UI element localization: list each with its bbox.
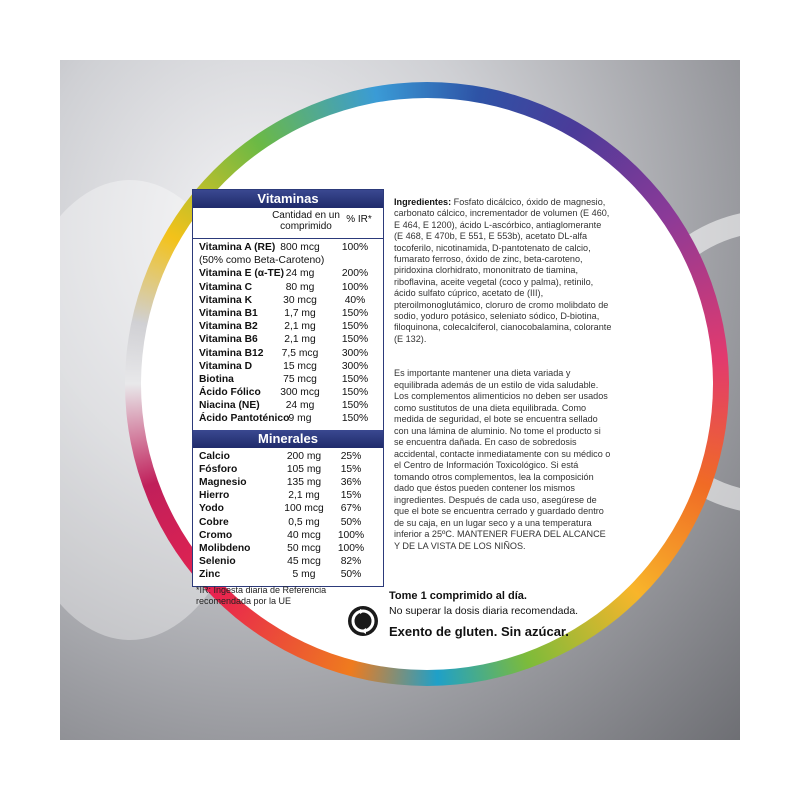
vitamins-ir: 300% (341, 347, 369, 359)
vitamins-ir: 200% (341, 268, 369, 280)
vitamins-row (193, 254, 383, 267)
minerals-row (193, 463, 383, 476)
ingredients-label: Ingredientes: (394, 197, 452, 207)
gluten-free-statement: Exento de gluten. Sin azúcar. (389, 624, 569, 639)
vitamins-amount: 300 mcg (280, 387, 320, 399)
minerals-row (193, 555, 383, 568)
vitamins-name: Biotina (199, 373, 234, 385)
vitamins-ir: 150% (341, 307, 369, 319)
minerals-amount: 100 mcg (284, 503, 324, 515)
minerals-row (193, 542, 383, 555)
minerals-ir: 82% (340, 556, 362, 568)
vitamins-amount: 30 mcg (283, 294, 317, 306)
minerals-ir: 50% (340, 516, 362, 528)
vitamins-row (193, 281, 383, 294)
minerals-row (193, 489, 383, 502)
minerals-amount: 135 mg (286, 477, 322, 488)
minerals-name: Cromo (199, 529, 233, 541)
vitamins-amount: 7,5 mcg (281, 347, 319, 359)
vitamins-header: Vitaminas (193, 190, 383, 208)
vitamins-name: (50% como Beta-Caroteno) (199, 255, 325, 267)
vitamins-row (193, 320, 383, 333)
minerals-ir: 25% (340, 450, 362, 462)
vitamins-name: Ácido Fólico (199, 387, 261, 399)
column-headers (193, 208, 383, 239)
amount-column-header: Cantidad en un comprimido (272, 210, 340, 232)
minerals-name: Cobre (199, 516, 229, 528)
vitamins-name: Niacina (NE) (199, 400, 260, 412)
vitamins-ir: 150% (341, 400, 369, 412)
vitamins-row (193, 267, 383, 280)
minerals-name: Molibdeno (199, 542, 251, 554)
ir-footnote: *IR: Ingesta diaria de Referencia recomendada por la UE (196, 585, 327, 606)
vitamins-name: Vitamina D (199, 360, 253, 372)
ingredients-list: Fosfato dicálcico, óxido de magnesio, carbonato cálcico, incrementador de volumen (E 460, E 464, E 1200), ácido L-ascórbico, antiaglomerante (E 468, E 470b, E 551, E 553b), acetato DL-alfa tocoferilo, nicotinamida, D-pantotenato de calcio, fumarato ferroso, óxido de zinc, beta-caroteno, piridoxina clorhidrato, mononitrato de tiamina, riboflavina, aceite vegetal (coco y palma), retinilo, ácido sulfato cúprico, acetato de (III), pteroilmonoglutámico, cloruro de cromo molibdato de sodio, yoduro potásico, seleniato sódico, D-biotina, filoquinona, colecalciferol, cianocobalamina, colorante (E 132). (394, 197, 612, 344)
vitamins-ir: 100% (341, 242, 369, 253)
vitamins-amount: 800 mcg (280, 242, 320, 253)
vitamins-name: Vitamina B1 (199, 307, 258, 319)
minerals-name: Calcio (199, 450, 230, 462)
minerals-row (193, 516, 383, 529)
vitamins-name: Vitamina B6 (199, 334, 258, 346)
minerals-ir: 36% (340, 477, 362, 488)
nutrition-table (192, 189, 384, 587)
minerals-ir: 100% (337, 542, 365, 554)
vitamins-row (193, 241, 383, 254)
minerals-rows (193, 448, 383, 586)
vitamins-row (193, 412, 383, 425)
vitamins-row (193, 333, 383, 346)
green-dot-recycling-icon (348, 606, 378, 636)
vitamins-ir: 150% (341, 321, 369, 333)
vitamins-rows (193, 239, 383, 430)
vitamins-name: Vitamina K (199, 294, 253, 306)
minerals-ir: 100% (337, 529, 365, 541)
dose-instruction: Tome 1 comprimido al día. (389, 590, 527, 602)
ingredients-text (394, 197, 612, 345)
vitamins-ir: 150% (341, 334, 369, 346)
ir-column-header: % IR* (346, 214, 372, 225)
minerals-row (193, 450, 383, 463)
minerals-header: Minerales (193, 430, 383, 448)
vitamins-row (193, 360, 383, 373)
dose-warning: No superar la dosis diaria recomendada. (389, 605, 579, 617)
minerals-amount: 5 mg (292, 569, 316, 581)
vitamins-amount: 1,7 mg (284, 307, 316, 319)
vitamins-row (193, 399, 383, 412)
vitamins-amount: 2,1 mg (284, 321, 316, 333)
vitamins-amount: 2,1 mg (284, 334, 316, 346)
minerals-name: Selenio (199, 556, 236, 568)
minerals-amount: 0,5 mg (288, 516, 320, 528)
advice-text: Es importante mantener una dieta variada y equilibrada además de un estilo de vida saludable. Los complementos alimenticios no deben ser usados como sustitutos de una dieta equilibrada. Como medida de seguridad, el bote se encuentra sellado con una lámina de aluminio. No tome el producto si se encuentra dañada. En caso de sobredosis accidental, contacte inmediatamente con su médico o el Centro de Información Toxicológico. Si está tomando otros complementos, lea la composición dado que éstos pueden contener los mismos ingredientes. Después de cada uso, asegúrese de que el bote se encuentra cerrado y guardado dentro de su caja, en un lugar seco y a una temperatura inferior a 25ºC. MANTENER FUERA DEL ALCANCE Y DE LA VISTA DE LOS NIÑOS. (394, 368, 611, 551)
minerals-ir: 67% (340, 503, 362, 515)
minerals-name: Yodo (199, 503, 224, 515)
vitamins-amount: 24 mg (285, 268, 315, 280)
vitamins-row (193, 386, 383, 399)
vitamins-ir: 150% (341, 373, 369, 385)
vitamins-ir: 150% (341, 413, 369, 425)
minerals-ir: 50% (340, 569, 362, 581)
vitamins-name: Vitamina B12 (199, 347, 264, 359)
vitamins-name: Vitamina B2 (199, 321, 258, 333)
vitamins-name: Vitamina E (α-TE) (199, 268, 285, 280)
vitamins-ir: 150% (341, 387, 369, 399)
minerals-ir: 15% (340, 490, 362, 502)
minerals-name: Hierro (199, 490, 230, 502)
minerals-amount: 40 mcg (287, 529, 321, 541)
vitamins-amount: 24 mg (285, 400, 315, 412)
minerals-amount: 2,1 mg (288, 490, 320, 502)
minerals-name: Magnesio (199, 477, 247, 488)
vitamins-row (193, 373, 383, 386)
minerals-name: Zinc (199, 569, 221, 581)
vitamins-ir: 40% (344, 294, 366, 306)
vitamins-name: Ácido Pantoténico (199, 413, 290, 425)
vitamins-ir: 300% (341, 360, 369, 372)
vitamins-amount: 9 mg (288, 413, 312, 425)
vitamins-name: Vitamina C (199, 281, 253, 293)
minerals-amount: 45 mcg (287, 556, 321, 568)
vitamins-row (193, 294, 383, 307)
vitamins-amount: 75 mcg (283, 373, 317, 385)
minerals-amount: 200 mg (286, 450, 322, 462)
vitamins-row (193, 347, 383, 360)
minerals-name: Fósforo (199, 463, 238, 475)
minerals-row (193, 476, 383, 489)
vitamins-amount: 80 mg (285, 281, 315, 293)
minerals-row (193, 529, 383, 542)
minerals-ir: 15% (340, 463, 362, 475)
minerals-row (193, 502, 383, 515)
vitamins-row (193, 307, 383, 320)
vitamins-ir: 100% (341, 281, 369, 293)
vitamins-amount: 15 mcg (283, 360, 317, 372)
vitamins-name: Vitamina A (RE) (199, 242, 276, 253)
minerals-row (193, 568, 383, 581)
minerals-amount: 50 mcg (287, 542, 321, 554)
minerals-amount: 105 mg (286, 463, 322, 475)
